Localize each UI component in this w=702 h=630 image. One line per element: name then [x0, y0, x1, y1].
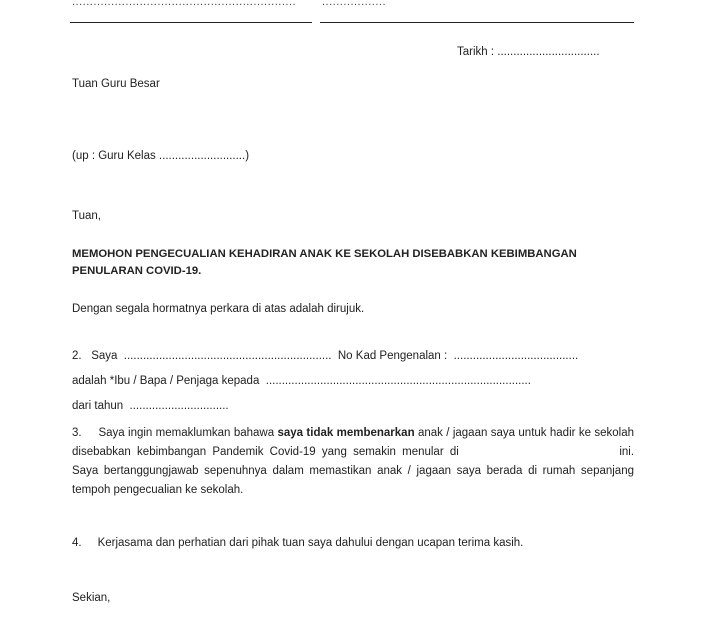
para2-line2 [72, 375, 531, 387]
para2-child-blank: ................................................................................... [265, 375, 531, 387]
para3 [72, 424, 634, 500]
para4-number: 4. [72, 537, 82, 549]
para2-line1 [72, 350, 578, 362]
para3-text-after: ini. Saya bertanggungjawab sepenuhnya dalam memastikan anak / jagaan saya berada di rumah sepanjang tempoh pengecualian ke sekolah. [72, 446, 635, 496]
date-field [457, 46, 600, 58]
para2-ic-label: No Kad Pengenalan : [337, 350, 448, 362]
signature-line-right [320, 22, 634, 23]
para2-ic-blank: ....................................... [453, 350, 579, 362]
subject-line-2: PENULARAN COVID-19. [72, 265, 202, 277]
date-label: Tarikh : [457, 46, 495, 58]
para3-text-bold: saya tidak membenarkan [277, 427, 415, 439]
recipient-attn: (up : Guru Kelas ...........................) [72, 150, 250, 162]
signature-line-left [70, 22, 312, 23]
para2-year-blank: ............................... [129, 400, 229, 412]
para3-text-pre: Saya ingin memaklumkan bahawa [98, 427, 278, 439]
para2-relation-text: adalah *Ibu / Bapa / Penjaga kepada [72, 375, 260, 387]
recipient-title: Tuan Guru Besar [72, 78, 160, 90]
top-dots-right: .................. [322, 0, 387, 8]
para2-line3 [72, 400, 229, 412]
opening-sentence: Dengan segala hormatnya perkara di atas adalah dirujuk. [72, 303, 365, 315]
para2-saya-label: Saya [91, 350, 118, 362]
date-blank: ................................ [497, 46, 600, 58]
para3-number: 3. [72, 427, 82, 439]
para2-name-blank: ................................................................. [123, 350, 332, 362]
top-dots-left: ............................................................... [72, 0, 297, 8]
subject-line-1: MEMOHON PENGECUALIAN KEHADIRAN ANAK KE SEKOLAH DISEBABKAN KEBIMBANGAN [72, 248, 577, 260]
para2-year-text: dari tahun [72, 400, 124, 412]
closing: Sekian, [72, 592, 111, 604]
salutation: Tuan, [72, 210, 101, 222]
para4 [72, 534, 634, 553]
para3-text-post: anak / jagaan saya untuk hadir ke sekolah disebabkan kebimbangan Pandemik Covid-19 yang semakin menular di [72, 427, 634, 458]
para4-text: Kerjasama dan perhatian dari pihak tuan saya dahului dengan ucapan terima kasih. [97, 537, 524, 549]
para2-number: 2. [72, 350, 82, 362]
